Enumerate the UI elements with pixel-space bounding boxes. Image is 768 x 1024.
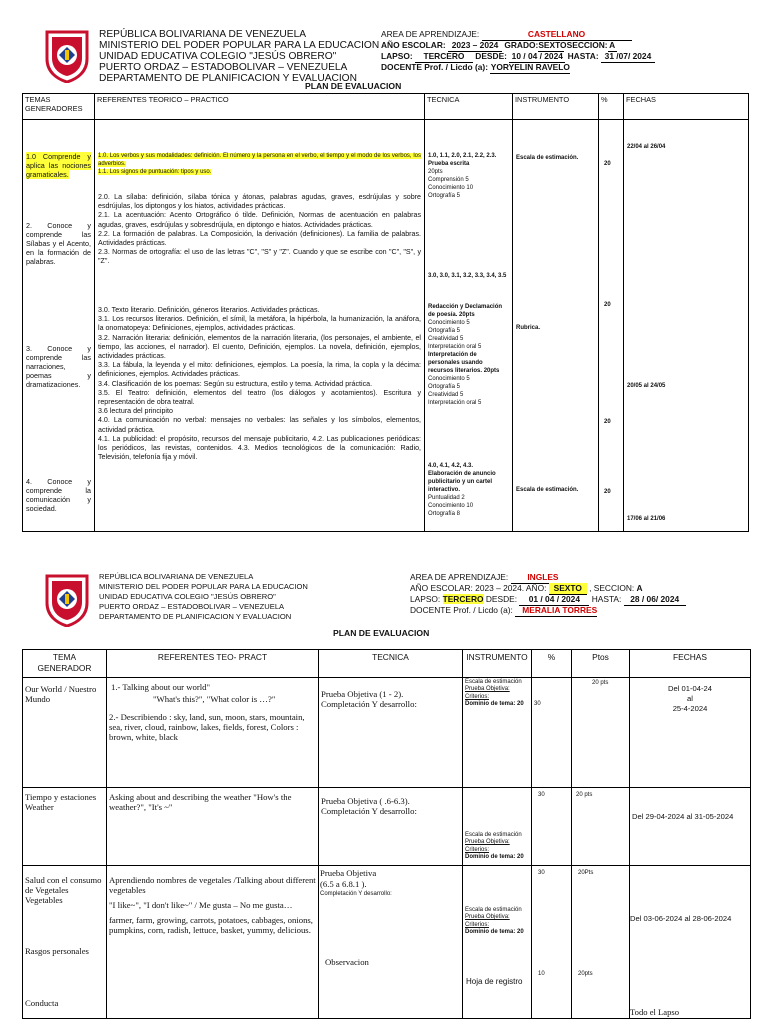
header-line: MINISTERIO DEL PODER POPULAR PARA LA EDUCACION [99, 582, 308, 591]
header-line: PUERTO ORDAZ – ESTADOBOLIVAR – VENEZUELA [99, 62, 348, 73]
referente-item: 2.0. La sílaba: definición, sílaba tónica y átonas, palabras agudas, graves, esdrújulas y sobre esdrújulas, los diptongos y los hiatos, actividades prácticas. [98, 193, 421, 211]
institution-header [99, 29, 379, 84]
porcentaje-cell [599, 120, 624, 532]
tecnica-line: Interpretación oral 5 [428, 400, 482, 406]
porcentaje-item: 20 [604, 419, 611, 425]
fecha-item: 17/06 al 21/06 [627, 516, 666, 522]
plan-meta [381, 29, 655, 73]
tecnica-line: Ortografía 5 [428, 328, 461, 334]
from-label: DESDE: [485, 594, 518, 604]
referente-item: 2.1. La acentuación: Acento Ortográfico ó tilde. Definición, Normas de acentuación en palabras agudas, graves, esdrújulas y sobresdrújula, en diptongo e hiatos. Actividades prácticas. [98, 211, 421, 229]
referentes-cell [107, 678, 319, 788]
header-line: UNIDAD EDUCATIVA COLEGIO "JESÚS OBRERO" [99, 592, 276, 601]
tecnica-line: Conocimiento 10 [428, 503, 474, 509]
header-line: PUERTO ORDAZ – ESTADOBOLIVAR – VENEZUELA [99, 602, 285, 611]
referente-item: 3.1. Los recursos literarios. Definición, el símil, la metáfora, la hipérbola, la humanización, la anáfora, la onomatopeya: Definiciones, ejemplos, actividades prácticas. [98, 315, 421, 333]
to-label: HASTA: [591, 594, 622, 604]
tecnica-line: Creatividad 5 [428, 336, 464, 342]
porcentaje-item: 10 [538, 971, 545, 977]
fecha-cell [630, 866, 751, 1019]
tecnica-title: Interpretación de personales usando recursos literarios. 20pts [428, 352, 500, 374]
area-label: AREA DE APRENDIZAJE: [381, 29, 480, 39]
porcentaje-item: 30 [538, 870, 545, 876]
header-line: DEPARTAMENTO DE PLANIFICACION Y EVALUACION [99, 612, 292, 621]
referentes-cell [95, 120, 425, 532]
referente-line: 2.- Describiendo : sky, land, sun, moon, stars, mountain, sea, river, cloud, rainbow, lakes, fields, forest, Colors : brown, white, black [109, 712, 305, 742]
teacher-label: DOCENTE Prof. / Licdo (a): [410, 605, 513, 615]
referente-item: 1.0. Los verbos y sus modalidades: definición. El número y la persona en el verbo, el tiempo y el modo de los verbos, los adverbios. [98, 153, 421, 167]
area-label: AREA DE APRENDIZAJE: [410, 572, 509, 582]
tema-cell [23, 866, 107, 1019]
school-shield-logo [44, 29, 90, 83]
lapso-value: TERCERO [415, 51, 473, 63]
referente-item: 4.0. La comunicación no verbal: mensajes no verbales: las señales y los símbolos, elementos, actividad práctica. [98, 416, 421, 434]
instrumento-cell [463, 866, 532, 1019]
to-value: 28 / 06/ 2024 [624, 594, 686, 606]
ptos-cell [572, 866, 630, 1019]
tecnica-line: 20pts [428, 169, 443, 175]
column-header: FECHAS [624, 94, 749, 120]
to-label: HASTA: [567, 51, 599, 61]
header-line: MINISTERIO DEL PODER POPULAR PARA LA EDUCACION [99, 40, 380, 51]
ptos-cell: 20 pts [572, 788, 630, 866]
tecnica-line: Comprensión 5 [428, 177, 469, 183]
tecnica-line: Prueba Objetiva [320, 868, 377, 878]
column-header: REFERENTES TEORICO – PRACTICO [95, 94, 425, 120]
tema-item: 2. Conoce y comprende las Sílabas y el Acento, en la formación de palabras. [26, 221, 91, 267]
table-row [23, 788, 751, 866]
column-header: INSTRUMENTO [463, 650, 532, 678]
instrumento-line: Criterios: [465, 693, 490, 700]
temas-cell [23, 120, 95, 532]
referente-line: Aprendiendo nombres de vegetales /Talking about different vegetables [109, 875, 316, 895]
lapso-label: LAPSO: [410, 594, 441, 604]
school-year-value: 2023 – 2024 [448, 40, 502, 52]
instrumento-line: Criterios: [465, 921, 490, 928]
school-year-value: 2023 – 2024. AÑO: [475, 583, 547, 593]
column-header: % [532, 650, 572, 678]
header-line: DEPARTAMENTO DE PLANIFICACION Y EVALUACION [99, 73, 357, 84]
from-label: DESDE: [475, 51, 507, 61]
porcentaje-cell: 30 [532, 788, 572, 866]
plan-title: PLAN DE EVALUACION [305, 81, 402, 91]
tecnica-title: Redacción y Declamación de poesía. 20pts [428, 304, 503, 318]
header-line: REPÚBLICA BOLIVARIANA DE VENEZUELA [99, 572, 254, 581]
porcentaje-cell: 30 [532, 678, 572, 788]
referente-item: 2.3. Normas de ortografía: el uso de las letras "C", "S" y "Z". Cuando y que se escribe con "C", "S", y "Z". [98, 248, 421, 266]
referentes-cell: Asking about and describing the weather "How's the weather?", "It's ~" [107, 788, 319, 866]
instrumento-line: Criterios: [465, 846, 490, 853]
tecnica-line: Ortografía 5 [428, 384, 461, 390]
tecnica-line: Ortografía 5 [428, 193, 461, 199]
tecnica-title: Elaboración de anuncio publicitario y un cartel interactivo. [428, 471, 496, 493]
from-value: 01 / 04 / 2024 [519, 594, 589, 606]
header-line: REPÚBLICA BOLIVARIANA DE VENEZUELA [99, 29, 307, 40]
tecnica-line: Completación Y desarrollo: [320, 891, 392, 897]
tecnica-line: Completación Y desarrollo: [321, 699, 417, 709]
porcentaje-item: 20 [604, 161, 611, 167]
tema-item: 1.0 Comprende y aplica las nociones gramaticales. [26, 152, 91, 180]
tecnica-line: Ortografía 8 [428, 511, 461, 517]
school-year-label: AÑO ESCOLAR: [381, 40, 446, 50]
section-label: SECCION: [566, 40, 608, 50]
instrumento-line: Escala de estimación [465, 907, 522, 913]
referente-item: 3.4. Clasificación de los poemas: Según su estructura, estilo y tema. Actividad práctica. [98, 379, 373, 388]
tecnica-line: (6.5 a 6.8.1 ). [320, 879, 367, 889]
referente-line: "I like~", "I don't like~" / Me gusta – No me gusta… [109, 900, 293, 910]
tecnica-title: 4.0, 4.1, 4.2, 4.3. [428, 463, 474, 469]
instrumento-item: Escala de estimación. [516, 487, 579, 493]
plan-title: PLAN DE EVALUACION [333, 628, 430, 638]
ptos-item: 20pts [578, 971, 593, 977]
tecnica-cell [319, 788, 463, 866]
tema-item: 4. Conoce y comprende la comunicación y sociedad. [26, 477, 91, 514]
instrumento-item: Rubrica. [516, 325, 541, 331]
tecnica-cell [319, 678, 463, 788]
fecha-cell [630, 678, 751, 788]
to-value: 31 /07/ 2024 [601, 51, 655, 63]
evaluation-plan-ingles [0, 560, 768, 1024]
section-value: A [609, 40, 616, 50]
tema-line: Salud con el consumo de Vegetales Vegetables [25, 875, 102, 905]
referente-line: 1.- Talking about our world" [111, 682, 211, 692]
referente-line: farmer, farm, growing, carrots, potatoes, cabbages, onions, pumpkins, corn, radish, lettuce, basket, yummy, delicious. [109, 915, 313, 935]
tecnica-line: Puntualidad 2 [428, 495, 465, 501]
referente-line: "What's this?", "What color is …?" [153, 694, 276, 704]
tecnica-title: 1.0, 1.1, 2.0, 2.1, 2.2, 2.3. Prueba escrita [428, 153, 497, 167]
tecnica-title: 3.0, 3.0, 3.1, 3.2, 3.3, 3.4, 3.5 [428, 273, 507, 279]
evaluation-table [22, 93, 749, 532]
lapso-label: LAPSO: [381, 51, 413, 61]
tecnica-line: Prueba Objetiva (1 - 2). [321, 689, 404, 699]
instrumento-line: Prueba Objetiva: [465, 839, 510, 846]
referente-item: 1.1. Los signos de puntuación: tipos y uso. [98, 169, 212, 175]
grade-label: GRADO: [504, 40, 539, 50]
column-header: REFERENTES TEO- PRACT [107, 650, 319, 678]
year-value: SEXTO [549, 583, 587, 595]
tecnica-line: Prueba Objetiva ( .6-6.3). [321, 796, 410, 806]
school-year-label: AÑO ESCOLAR: [410, 583, 473, 593]
tema-cell: Tiempo y estaciones Weather [23, 788, 107, 866]
column-header: FECHAS [630, 650, 751, 678]
fecha-line: Del 01-04-24 [668, 684, 712, 693]
instrumento-line: Escala de estimación [465, 679, 522, 685]
instrumento-item: Escala de estimación. [516, 155, 579, 161]
referente-item: 3.6 lectura del principito [98, 407, 173, 416]
evaluation-table [22, 649, 751, 1019]
tecnica-cell [319, 866, 463, 1019]
area-value: INGLES [511, 572, 559, 584]
instrumento-line: Dominio de tema: 20 [465, 854, 524, 861]
grade-value: SEXTO [538, 40, 567, 50]
porcentaje-item: 20 [604, 489, 611, 495]
fecha-item: 20/05 al 24/05 [627, 383, 666, 389]
fecha-line: Todo el Lapso [630, 1007, 680, 1017]
column-header: Ptos [572, 650, 630, 678]
tecnica-line: Creatividad 5 [428, 392, 464, 398]
table-header-row [23, 94, 749, 120]
section-label: , SECCION: [589, 583, 635, 593]
plan-meta [410, 572, 686, 616]
column-header: TECNICA [319, 650, 463, 678]
institution-header [99, 572, 308, 622]
fecha-item: 22/04 al 26/04 [627, 144, 666, 150]
section-value: A [636, 583, 643, 593]
instrumento-line: Dominio de tema: 20 [465, 929, 524, 936]
table-row [23, 866, 751, 1019]
tema-line: Conducta [25, 998, 59, 1008]
ptos-cell: 20 pts [572, 678, 630, 788]
fecha-line: al [687, 694, 693, 703]
instrumento-line: Dominio de tema: 20 [465, 701, 524, 708]
instrumento-line: Hoja de registro [466, 977, 523, 986]
referente-item: 4.1. La publicidad: el propósito, recursos del mensaje publicitario, 4.2. Las publicaciones periódicas: los periódicos, las revistas, contenidos. 4.3. Medios tecnológicos de la comunicación: Radio, Televisión, telefonía fija y móvil. [98, 434, 421, 462]
referente-item: 3.2. Narración literaria: definición, elementos de la narración literaria, (los personajes, el ambiente, el tiempo, las acciones, el narrador). El cuento, Definición, ejemplos. La novela, definición, ejemplos, actividades prácticas. [98, 333, 421, 361]
referente-item: 3.0. Texto literario. Definición, géneros literarios. Actividades prácticas. [98, 306, 320, 314]
instrumento-line: Prueba Objetiva: [465, 686, 510, 693]
tecnica-line: Conocimiento 10 [428, 185, 474, 191]
tecnica-cell [425, 120, 513, 532]
referente-item: 2.2. La formación de palabras. La Composición, la derivación (definiciones). La familia de palabras. Actividades prácticas. [98, 229, 421, 248]
area-value: CASTELLANO [482, 29, 632, 41]
porcentaje-cell [532, 866, 572, 1019]
table-header-row [23, 650, 751, 678]
instrumento-line: Prueba Objetiva: [465, 914, 510, 921]
fecha-cell: Del 29-04-2024 al 31-05-2024 [630, 788, 751, 866]
referentes-cell [107, 866, 319, 1019]
fechas-cell [624, 120, 749, 532]
from-value: 10 / 04 / 2024 [509, 51, 565, 63]
tecnica-line: Conocimiento 5 [428, 320, 470, 326]
referente-item: 3.3. La fábula, la leyenda y el mito: definiciones, ejemplos. La poesía, la rima, la copla y la décima: definiciones, ejemplos. Actividades prácticas. [98, 361, 421, 379]
lapso-value: TERCERO [442, 594, 484, 604]
column-header: INSTRUMENTO [513, 94, 599, 120]
table-row [23, 678, 751, 788]
referente-item: 3.5. El Teatro: definición, elementos del teatro (los diálogos y acotamientos). Escritura y representación de obra teatral. [98, 388, 421, 407]
tema-item: 3. Conoce y comprende las narraciones, poemas y dramatizaciones. [26, 344, 91, 390]
porcentaje-item: 20 [604, 302, 611, 308]
tecnica-line: Completación Y desarrollo: [321, 806, 417, 816]
column-header: TEMA GENERADOR [23, 650, 107, 678]
tecnica-line: Observacion [325, 957, 369, 967]
school-shield-logo [44, 573, 90, 627]
header-line: UNIDAD EDUCATIVA COLEGIO "JESÚS OBRERO" [99, 51, 337, 62]
instrumento-cell [463, 678, 532, 788]
instrumento-cell [463, 788, 532, 866]
ptos-item: 20Pts [578, 870, 594, 876]
tema-line: Rasgos personales [25, 946, 89, 956]
tecnica-line: Interpretación oral 5 [428, 344, 482, 350]
instrumento-line: Escala de estimación [465, 832, 522, 838]
tecnica-line: Conocimiento 5 [428, 376, 470, 382]
instrumento-cell [513, 120, 599, 532]
fecha-line: Del 03-06-2024 al 28-06-2024 [630, 914, 732, 923]
tema-cell: Our World / Nuestro Mundo [23, 678, 107, 788]
column-header: TEMAS GENERADORES [23, 94, 95, 120]
teacher-value: YORYELIN RAVELO [490, 62, 570, 72]
teacher-value: MERALIA TORRES [515, 605, 597, 617]
column-header: TECNICA [425, 94, 513, 120]
column-header: % [599, 94, 624, 120]
table-row [23, 120, 749, 532]
teacher-label: DOCENTE Prof. / Licdo (a): [381, 62, 489, 72]
fecha-line: 25-4-2024 [672, 704, 708, 713]
